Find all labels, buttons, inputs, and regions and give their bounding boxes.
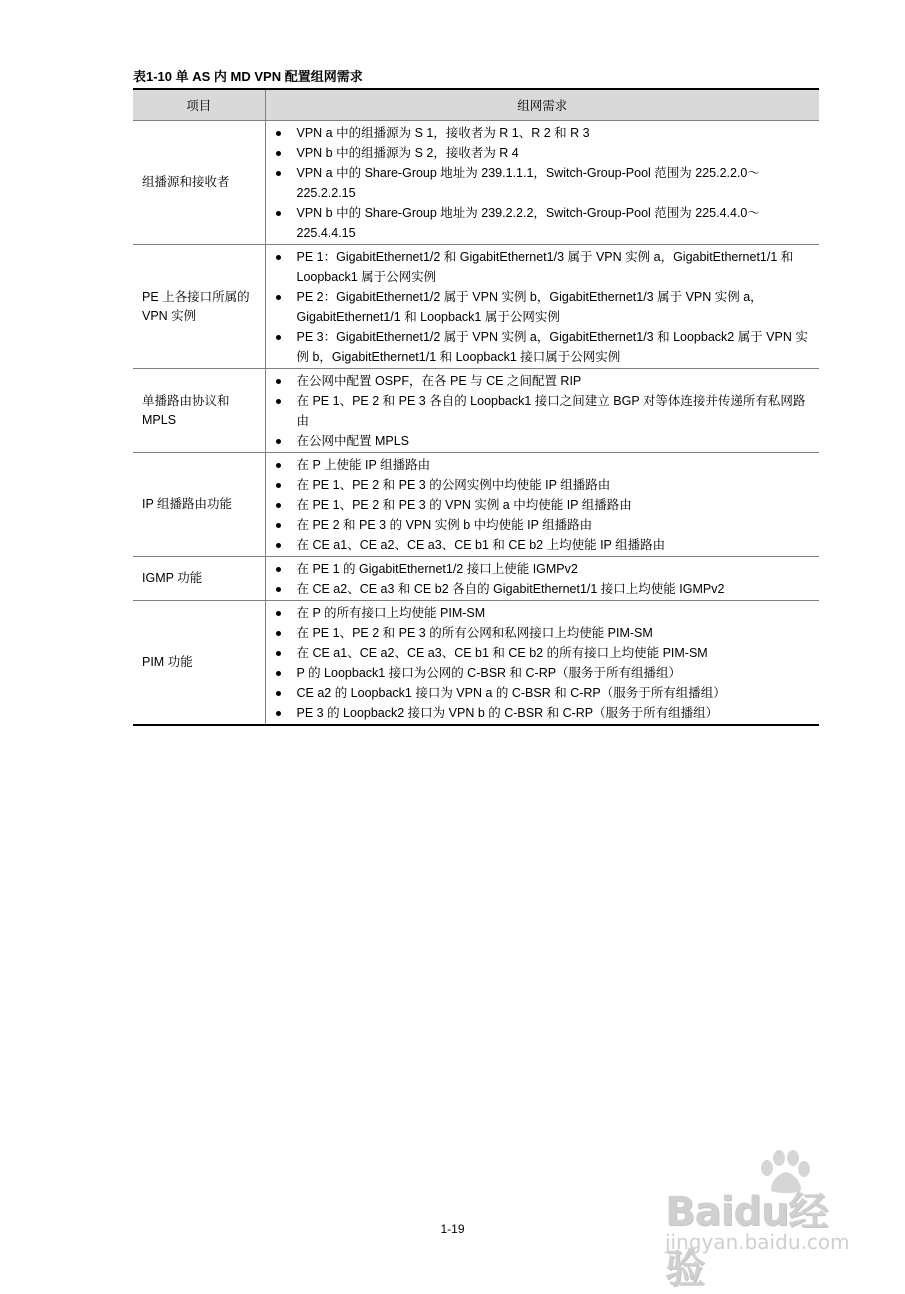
requirement-list: [275, 123, 814, 243]
requirement-list: [275, 559, 814, 599]
requirement-item: PE 3 的 Loopback2 接口为 VPN b 的 C-BSR 和 C-RP（服务于所有组播组）: [275, 703, 814, 723]
row-item-label: PE 上各接口所属的 VPN 实例: [133, 245, 265, 369]
requirement-item: 在 CE a2、CE a3 和 CE b2 各自的 GigabitEthernet1/1 接口上均使能 IGMPv2: [275, 579, 814, 599]
requirement-item: 在公网中配置 OSPF，在各 PE 与 CE 之间配置 RIP: [275, 371, 814, 391]
row-requirements: [265, 369, 819, 453]
row-requirements: [265, 453, 819, 557]
requirements-table: [133, 88, 819, 726]
requirement-item: 在公网中配置 MPLS: [275, 431, 814, 451]
table-row: [133, 121, 819, 245]
requirement-list: [275, 455, 814, 555]
row-item-label: IGMP 功能: [133, 557, 265, 601]
row-requirements: [265, 121, 819, 245]
requirement-item: P 的 Loopback1 接口为公网的 C-BSR 和 C-RP（服务于所有组播组）: [275, 663, 814, 683]
requirement-item: 在 PE 2 和 PE 3 的 VPN 实例 b 中均使能 IP 组播路由: [275, 515, 814, 535]
page-number: 1-19: [440, 1222, 465, 1236]
watermark-brand: Baidu经验: [665, 1189, 828, 1292]
row-item-label: 组播源和接收者: [133, 121, 265, 245]
requirement-item: 在 PE 1 的 GigabitEthernet1/2 接口上使能 IGMPv2: [275, 559, 814, 579]
table-row: [133, 369, 819, 453]
requirement-item: 在 CE a1、CE a2、CE a3、CE b1 和 CE b2 的所有接口上均使能 PIM-SM: [275, 643, 814, 663]
requirement-item: 在 P 上使能 IP 组播路由: [275, 455, 814, 475]
table-caption: 表1-10 单 AS 内 MD VPN 配置组网需求: [133, 69, 363, 84]
column-header-requirements: 组网需求: [265, 89, 819, 121]
requirement-item: PE 2：GigabitEthernet1/2 属于 VPN 实例 b，GigabitEthernet1/3 属于 VPN 实例 a，GigabitEthernet1/1 和 Loopback1 属于公网实例: [275, 287, 814, 327]
requirement-item: 在 P 的所有接口上均使能 PIM-SM: [275, 603, 814, 623]
baidu-jingyan-watermark: [665, 1150, 865, 1292]
requirement-item: 在 CE a1、CE a2、CE a3、CE b1 和 CE b2 上均使能 IP 组播路由: [275, 535, 814, 555]
requirement-item: PE 3：GigabitEthernet1/2 属于 VPN 实例 a，GigabitEthernet1/3 和 Loopback2 属于 VPN 实例 b，GigabitEthernet1/1 和 Loopback1 接口属于公网实例: [275, 327, 814, 367]
table-row: [133, 601, 819, 726]
table-header-row: [133, 89, 819, 121]
row-item-label: IP 组播路由功能: [133, 453, 265, 557]
requirement-list: [275, 603, 814, 723]
table-row: [133, 245, 819, 369]
requirement-item: CE a2 的 Loopback1 接口为 VPN a 的 C-BSR 和 C-RP（服务于所有组播组）: [275, 683, 814, 703]
row-requirements: [265, 557, 819, 601]
requirement-item: VPN a 中的 Share-Group 地址为 239.1.1.1，Switch-Group-Pool 范围为 225.2.2.0～225.2.2.15: [275, 163, 814, 203]
requirement-item: 在 PE 1、PE 2 和 PE 3 的 VPN 实例 a 中均使能 IP 组播路由: [275, 495, 814, 515]
requirement-item: VPN b 中的 Share-Group 地址为 239.2.2.2，Switch-Group-Pool 范围为 225.4.4.0～225.4.4.15: [275, 203, 814, 243]
row-item-label: PIM 功能: [133, 601, 265, 726]
watermark-url: jingyan.baidu.com: [665, 1230, 850, 1254]
table-row: [133, 557, 819, 601]
row-requirements: [265, 245, 819, 369]
requirement-list: [275, 247, 814, 367]
row-requirements: [265, 601, 819, 726]
table-row: [133, 453, 819, 557]
requirement-item: 在 PE 1、PE 2 和 PE 3 各自的 Loopback1 接口之间建立 BGP 对等体连接并传递所有私网路由: [275, 391, 814, 431]
column-header-item: 项目: [133, 89, 265, 121]
requirement-item: PE 1：GigabitEthernet1/2 和 GigabitEthernet1/3 属于 VPN 实例 a，GigabitEthernet1/1 和 Loopback1 属于公网实例: [275, 247, 814, 287]
requirement-list: [275, 371, 814, 451]
requirement-item: 在 PE 1、PE 2 和 PE 3 的公网实例中均使能 IP 组播路由: [275, 475, 814, 495]
requirement-item: 在 PE 1、PE 2 和 PE 3 的所有公网和私网接口上均使能 PIM-SM: [275, 623, 814, 643]
requirement-item: VPN a 中的组播源为 S 1，接收者为 R 1、R 2 和 R 3: [275, 123, 814, 143]
requirement-item: VPN b 中的组播源为 S 2，接收者为 R 4: [275, 143, 814, 163]
row-item-label: 单播路由协议和 MPLS: [133, 369, 265, 453]
